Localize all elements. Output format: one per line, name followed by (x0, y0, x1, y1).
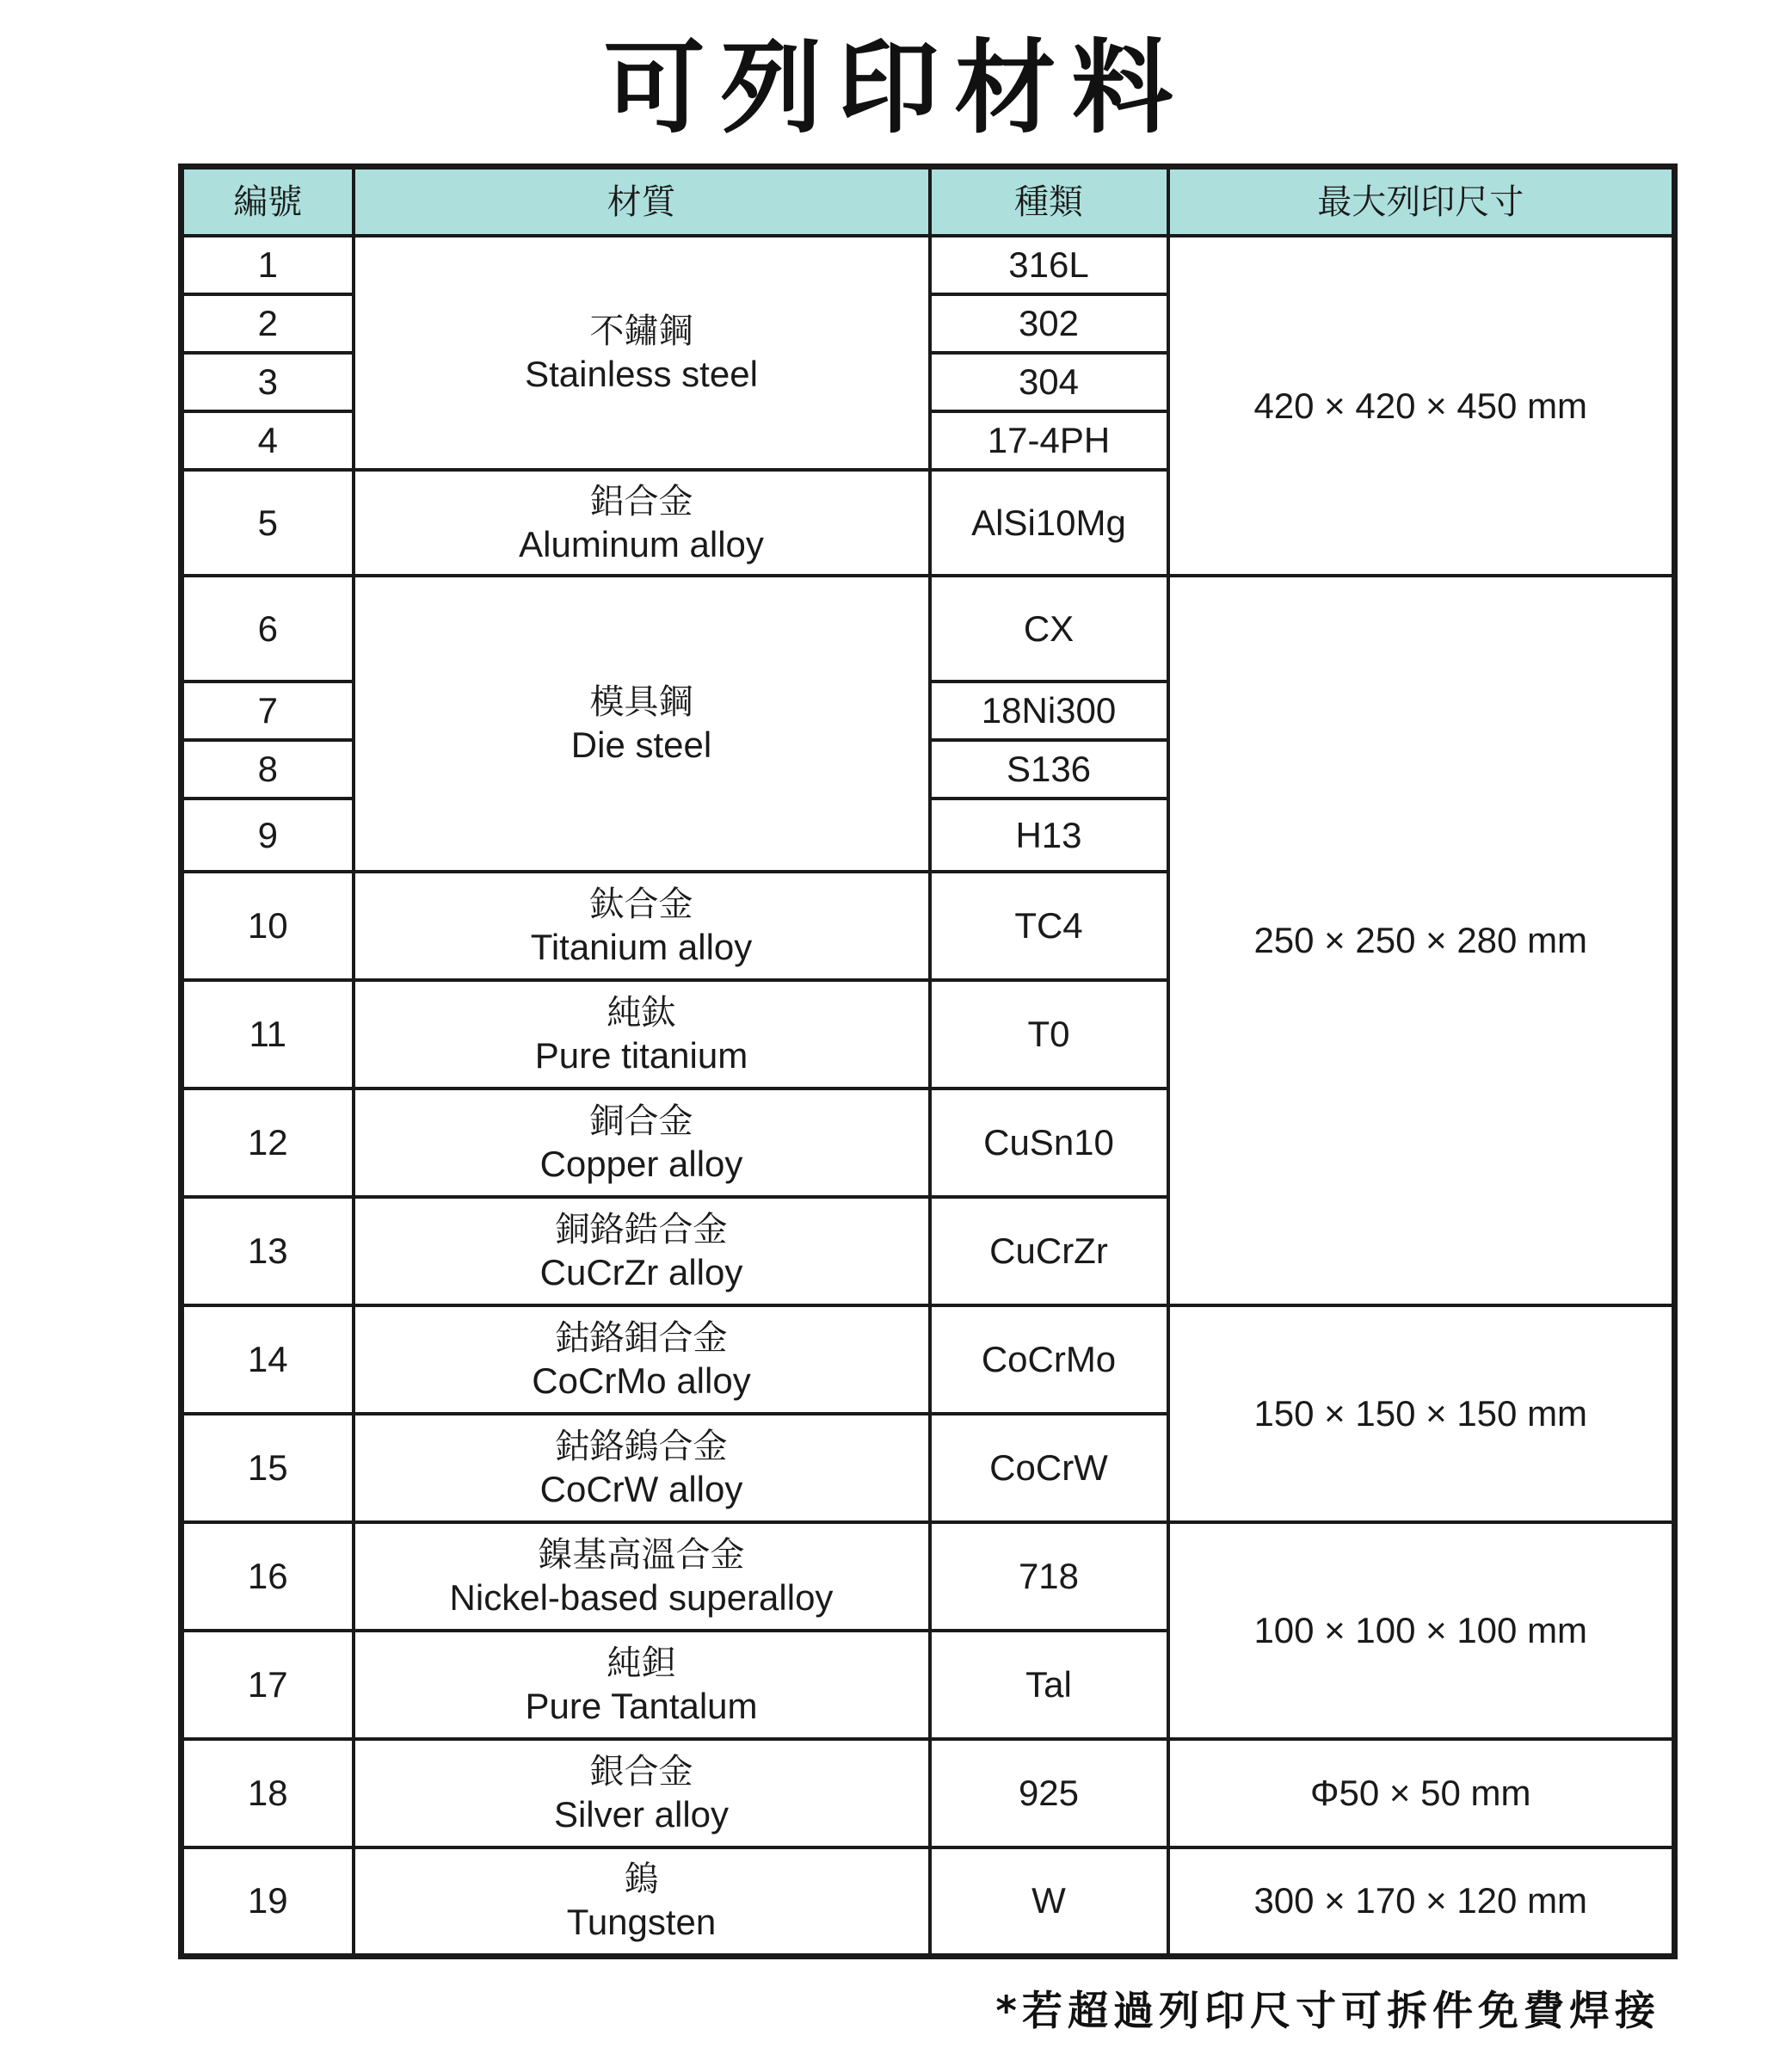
material-cell (354, 470, 930, 576)
type-cell: 925 (930, 1739, 1168, 1847)
row-number: 15 (182, 1414, 354, 1522)
material-en: Titanium alloy (530, 927, 753, 967)
material-en: Die steel (570, 725, 712, 765)
type-cell: CoCrW (930, 1414, 1168, 1522)
type-cell: 302 (930, 294, 1168, 353)
size-cell: 250 × 250 × 280 mm (1168, 576, 1675, 1305)
material-cell (354, 1197, 930, 1305)
table-row (182, 1847, 1675, 1956)
type-cell: Tal (930, 1631, 1168, 1739)
type-cell: H13 (930, 799, 1168, 872)
size-cell: 420 × 420 × 450 mm (1168, 236, 1675, 576)
material-en: Aluminum alloy (519, 523, 764, 564)
material-en: Pure Tantalum (525, 1686, 758, 1726)
row-number: 9 (182, 799, 354, 872)
material-en: Copper alloy (539, 1144, 743, 1184)
row-number: 12 (182, 1089, 354, 1197)
material-cell (354, 1305, 930, 1414)
material-cell (354, 1847, 930, 1956)
table-row (182, 1305, 1675, 1414)
row-number: 1 (182, 236, 354, 294)
size-cell: Φ50 × 50 mm (1168, 1739, 1675, 1847)
material-zh: 模具鋼 (589, 682, 693, 722)
material-zh: 鋁合金 (589, 481, 693, 521)
material-en: Pure titanium (534, 1035, 748, 1076)
type-cell: 304 (930, 353, 1168, 411)
material-en: Stainless steel (525, 354, 758, 394)
type-cell: CoCrMo (930, 1305, 1168, 1414)
type-cell: S136 (930, 740, 1168, 799)
material-zh: 不鏽鋼 (589, 311, 693, 351)
type-cell: CX (930, 576, 1168, 682)
material-en: Nickel-based superalloy (449, 1577, 834, 1618)
row-number: 3 (182, 353, 354, 411)
material-cell (354, 576, 930, 872)
row-number: 13 (182, 1197, 354, 1305)
type-cell: TC4 (930, 872, 1168, 980)
type-cell: T0 (930, 980, 1168, 1089)
header-no: 編號 (182, 167, 354, 237)
material-en: CuCrZr alloy (539, 1252, 743, 1292)
size-cell: 300 × 170 × 120 mm (1168, 1847, 1675, 1956)
page-title: 可列印材料 (603, 28, 1189, 147)
type-cell: CuSn10 (930, 1089, 1168, 1197)
material-zh: 銅鉻鋯合金 (555, 1210, 728, 1249)
type-cell: CuCrZr (930, 1197, 1168, 1305)
type-cell: 718 (930, 1522, 1168, 1631)
type-cell: 316L (930, 236, 1168, 294)
size-cell: 100 × 100 × 100 mm (1168, 1522, 1675, 1739)
row-number: 11 (182, 980, 354, 1089)
table-row (182, 1739, 1675, 1847)
row-number: 8 (182, 740, 354, 799)
material-cell (354, 236, 930, 470)
material-zh: 鈦合金 (589, 885, 693, 924)
material-cell (354, 1089, 930, 1197)
table-row (182, 236, 1675, 294)
header-size: 最大列印尺寸 (1168, 167, 1675, 237)
row-number: 4 (182, 411, 354, 470)
type-cell: AlSi10Mg (930, 470, 1168, 576)
row-number: 10 (182, 872, 354, 980)
material-zh: 銅合金 (589, 1101, 693, 1141)
material-zh: 純鈦 (607, 993, 676, 1033)
type-cell: W (930, 1847, 1168, 1956)
table-row (182, 576, 1675, 682)
material-cell (354, 872, 930, 980)
material-cell (354, 1631, 930, 1739)
material-en: CoCrW alloy (539, 1469, 743, 1509)
material-zh: 鈷鉻鎢合金 (555, 1427, 728, 1466)
row-number: 17 (182, 1631, 354, 1739)
type-cell: 18Ni300 (930, 682, 1168, 740)
row-number: 6 (182, 576, 354, 682)
material-cell (354, 980, 930, 1089)
type-cell: 17-4PH (930, 411, 1168, 470)
footnote: *若超過列印尺寸可拆件免費焊接 (995, 1988, 1660, 2035)
row-number: 19 (182, 1847, 354, 1956)
row-number: 18 (182, 1739, 354, 1847)
row-number: 16 (182, 1522, 354, 1631)
row-number: 2 (182, 294, 354, 353)
table-row (182, 1522, 1675, 1631)
table-header-row (182, 167, 1675, 237)
row-number: 5 (182, 470, 354, 576)
header-type: 種類 (930, 167, 1168, 237)
header-material: 材質 (354, 167, 930, 237)
material-en: Tungsten (566, 1902, 717, 1943)
material-cell (354, 1739, 930, 1847)
row-number: 14 (182, 1305, 354, 1414)
material-zh: 銀合金 (589, 1752, 693, 1792)
material-zh: 鎢 (624, 1860, 659, 1900)
material-zh: 鎳基高溫合金 (538, 1535, 745, 1575)
materials-table (178, 163, 1678, 1959)
material-en: Silver alloy (553, 1794, 730, 1835)
row-number: 7 (182, 682, 354, 740)
material-zh: 純鉭 (607, 1644, 676, 1683)
size-cell: 150 × 150 × 150 mm (1168, 1305, 1675, 1522)
material-zh: 鈷鉻鉬合金 (555, 1318, 728, 1358)
material-cell (354, 1522, 930, 1631)
material-en: CoCrMo alloy (532, 1360, 751, 1401)
material-cell (354, 1414, 930, 1522)
